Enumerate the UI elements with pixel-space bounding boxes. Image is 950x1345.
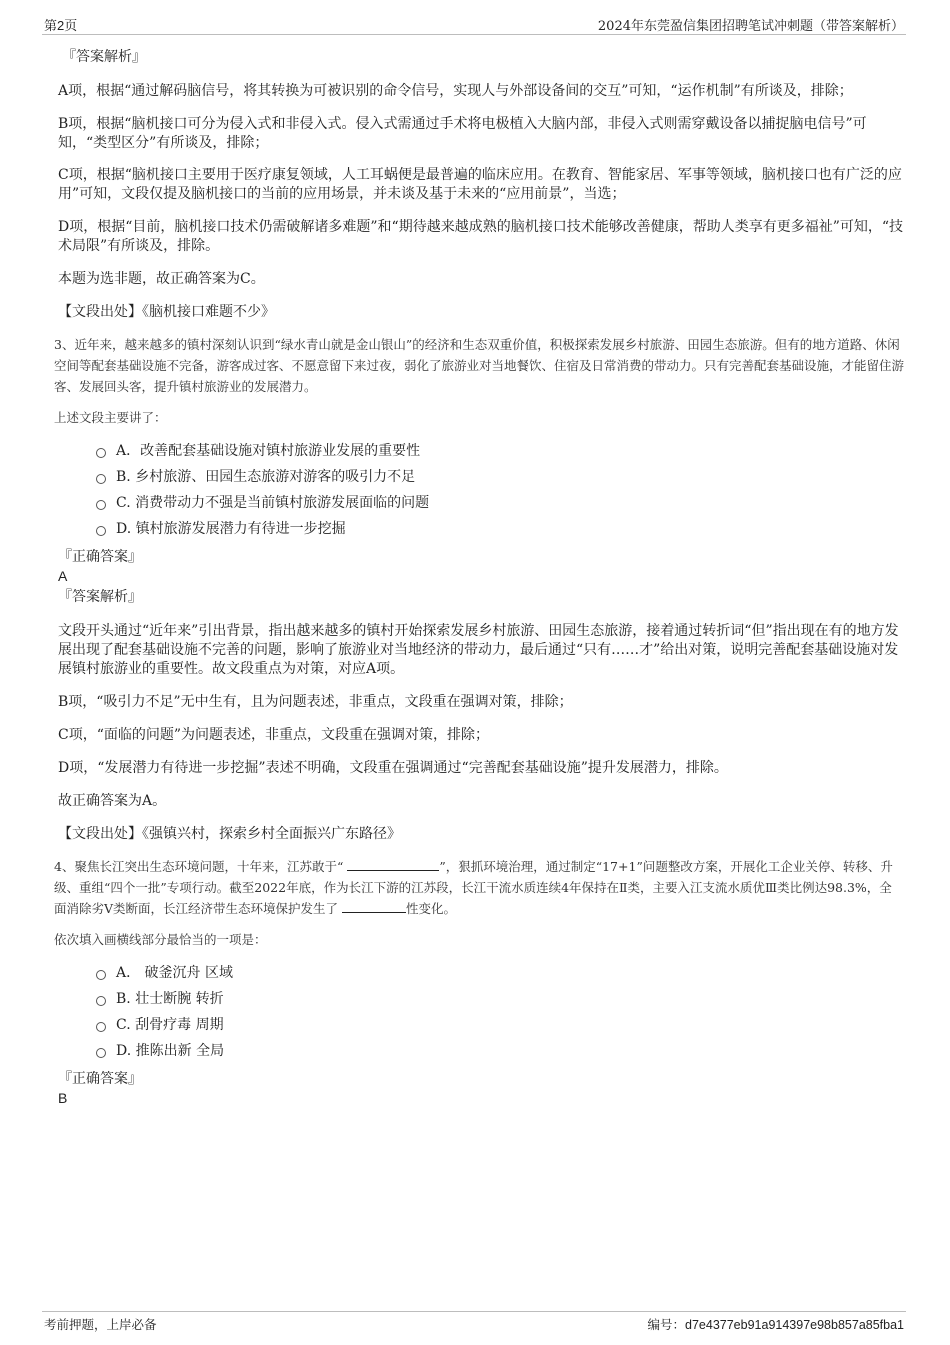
q3-answer-label: 『正确答案』 [58,549,142,565]
radio-icon[interactable] [96,474,106,484]
q3-options [58,438,904,542]
q2-analysis-a: A项，根据“通过解码脑信号，将其转换为可被识别的命令信号，实现人与外部设备间的交互”可知，“运作机制”有所谈及，排除； [58,83,853,99]
q2-analysis-label: 『答案解析』 [62,49,146,65]
page-header [42,14,906,35]
radio-icon[interactable] [96,500,106,510]
q3-analysis-label: 『答案解析』 [58,589,142,605]
radio-icon[interactable] [96,970,106,980]
footer-code: d7e4377eb91a914397e98b857a85fba1 [685,1318,904,1332]
q3-stem: 3、近年来，越来越多的镇村深刻认识到“绿水青山就是金山银山”的经济和生态双重价值，积极探索发展乡村旅游、田园生态旅游。但有的地方道路、休闲空间等配套基础设施不完备，游客成过客、不愿意留下来过夜，弱化了旅游业对当地餐饮、住宿及日常消费的带动力。只有完善配套基础设施，才能留住游客、发展回头客，提升镇村旅游业的发展潜力。 [54,337,905,394]
q3-analysis-c: C项，“面临的问题”为问题表述，非重点，文段重在强调对策，排除； [58,727,490,743]
footer-code-line [648,1315,905,1333]
q3-source: 【文段出处】《强镇兴村，探索乡村全面振兴广东路径》 [58,826,401,842]
q3-option-c-text: C. 消费带动力不强是当前镇村旅游发展面临的问题 [116,495,430,511]
page-footer [42,1311,906,1334]
document-title: 2024年东莞盈信集团招聘笔试冲刺题（带答案解析） [597,19,904,34]
q4-stem-part3: 性变化。 [406,901,457,916]
radio-icon[interactable] [96,1022,106,1032]
q4-option-a-text: A． 破釜沉舟 区域 [116,965,234,981]
q4-option-b[interactable] [96,986,904,1012]
radio-icon[interactable] [96,1048,106,1058]
q3-option-c[interactable] [96,490,904,516]
q4-answer-label: 『正确答案』 [58,1071,142,1087]
q3-analysis-b: B项，“吸引力不足”无中生有，且为问题表述，非重点，文段重在强调对策，排除； [58,694,573,710]
q4-option-d-text: D. 推陈出新 全局 [116,1043,225,1059]
q3-option-a[interactable] [96,438,904,464]
q2-conclusion: 本题为选非题，故正确答案为C。 [58,271,265,287]
q4-option-c-text: C. 刮骨疗毒 周期 [116,1017,224,1033]
q4-options [58,960,904,1064]
q3-answer: A [58,568,68,584]
radio-icon[interactable] [96,996,106,1006]
q2-analysis-c: C项，根据“脑机接口主要用于医疗康复领域，人工耳蜗便是最普遍的临床应用。在教育、智能家居、军事等领域，脑机接口也有广泛的应用”可知，文段仅提及脑机接口的当前的应用场景，并未谈及基于未来的“应用前景”，当选； [58,167,902,202]
q2-analysis-b: B项，根据“脑机接口可分为侵入式和非侵入式。侵入式需通过手术将电极植入大脑内部，非侵入式则需穿戴设备以捕捉脑电信号”可知，“类型区分”有所谈及，排除； [58,116,867,151]
page-number: 第2页 [44,18,78,33]
q4-option-c[interactable] [96,1012,904,1038]
radio-icon[interactable] [96,448,106,458]
q3-option-d[interactable] [96,516,904,542]
q3-option-b[interactable] [96,464,904,490]
q3-question: 上述文段主要讲了： [54,410,167,425]
page-content [54,48,905,1108]
q3-analysis-d: D项，“发展潜力有待进一步挖掘”表述不明确，文段重在强调通过“完善配套基础设施”提升发展潜力，排除。 [58,760,728,776]
footer-slogan: 考前押题，上岸必备 [44,1317,157,1332]
q4-stem [54,856,904,919]
footer-code-label: 编号： [647,1317,686,1332]
q2-source: 【文段出处】《脑机接口难题不少》 [58,304,275,320]
q4-answer: B [58,1090,68,1106]
q3-option-d-text: D. 镇村旅游发展潜力有待进一步挖掘 [116,521,346,537]
q4-question: 依次填入画横线部分最恰当的一项是： [54,932,267,947]
q3-analysis-main: 文段开头通过“近年来”引出背景，指出越来越多的镇村开始探索发展乡村旅游、田园生态旅游，接着通过转折词“但”指出现在有的地方发展出现了配套基础设施不完善的问题，影响了旅游业对当地经济的带动力，最后通过“只有……才”给出对策，说明完善配套基础设施对发展镇村旅游业的重要性。故文段重点为对策，对应A项。 [58,623,899,677]
q3-option-b-text: B. 乡村旅游、田园生态旅游对游客的吸引力不足 [116,469,416,485]
q3-option-a-text: A．改善配套基础设施对镇村旅游业发展的重要性 [116,443,421,459]
q3-conclusion: 故正确答案为A。 [58,793,167,809]
q4-stem-part2: ”，狠抓环境治理，通过制定“17+1”问题整改方案，开展化工企业关停、转移、升级、重组“四个一批”专项行动。截至2022年底，作为长江下游的江苏段，长江干流水质连续4年保持在Ⅱ类，主要入江支流水质优Ⅲ类比例达98.3%，全面消除劣V类断面，长江经济带生态环境保护发生了 [54,859,893,916]
q4-blank-1 [347,858,439,871]
radio-icon[interactable] [96,526,106,536]
q4-stem-part1: 4、聚焦长江突出生态环境问题，十年来，江苏敢于“ [54,859,348,874]
q2-analysis-d: D项，根据“目前，脑机接口技术仍需破解诸多难题”和“期待越来越成熟的脑机接口技术能够改善健康，帮助人类享有更多福祉”可知，“技术局限”有所谈及，排除。 [58,219,904,254]
q4-option-a[interactable] [96,960,904,986]
q4-option-b-text: B. 壮士断腕 转折 [116,991,224,1007]
q4-blank-2 [342,900,406,913]
q4-option-d[interactable] [96,1038,904,1064]
